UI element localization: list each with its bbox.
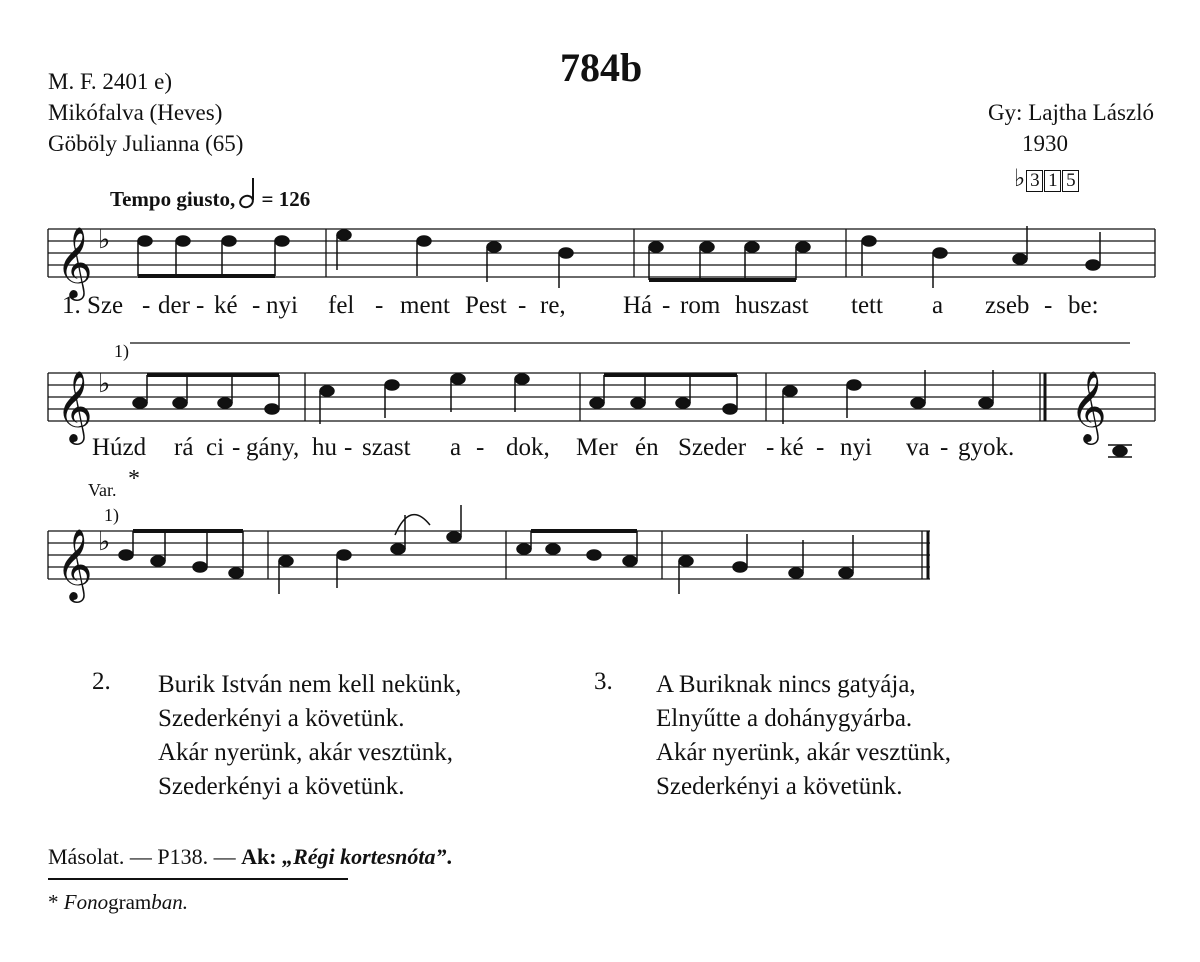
verse-line: Burik István nem kell nekünk, — [158, 671, 462, 698]
lyric-hyphen: - — [816, 434, 825, 461]
lyric-syllable: be: — [1068, 292, 1099, 319]
footnote-text-c: ban. — [151, 890, 188, 914]
lyric-syllable: ment — [400, 292, 450, 319]
staff-1 — [48, 229, 1155, 277]
flat-icon: ♭ — [98, 369, 111, 399]
lyric-syllable: a — [450, 434, 462, 461]
footnote — [48, 890, 188, 915]
divider — [48, 878, 348, 880]
lyric-hyphen: - — [196, 292, 205, 319]
flat-icon: ♭ — [98, 225, 111, 255]
verse-line: Szederkényi a követünk. — [158, 773, 405, 800]
song-number: 784b — [560, 45, 643, 90]
notes-3 — [119, 505, 853, 594]
asterisk: * — [128, 466, 140, 492]
lyric-hyphen: - — [375, 292, 384, 319]
verse-line: Szederkényi a követünk. — [158, 705, 405, 732]
footnote-star: * — [48, 890, 59, 914]
verse-line: Szederkényi a követünk. — [656, 773, 903, 800]
lyric-hyphen: - — [940, 434, 949, 461]
lyric-syllable: der — [158, 292, 190, 319]
treble-clef-icon: 𝄞 — [1070, 369, 1107, 442]
lyric-syllable: nyi — [840, 434, 872, 461]
clefs — [56, 225, 1107, 603]
notes-1 — [138, 226, 1100, 288]
lyric-syllable: zseb — [985, 292, 1030, 319]
tempo-value: = 126 — [261, 187, 311, 211]
lyric-syllable: gány, — [246, 434, 300, 461]
verse-number: 2. — [92, 668, 111, 695]
lyric-syllable: fel — [328, 292, 355, 319]
lyric-hyphen: - — [252, 292, 261, 319]
song-title: „Régi kortesnóta” — [282, 844, 447, 869]
lyric-hyphen: - — [766, 434, 775, 461]
lyric-syllable: hu — [312, 434, 337, 461]
variant-label: Var. — [88, 480, 117, 500]
source-end: . — [446, 844, 452, 869]
lyric-syllable: nyi — [266, 292, 298, 319]
lyric-syllable: Pest — [465, 292, 507, 319]
tempo-text: Tempo giusto, — [110, 187, 236, 211]
lyric-hyphen: - — [142, 292, 151, 319]
lyric-syllable: huszast — [735, 292, 809, 319]
cadence-box-1: 3 — [1026, 170, 1043, 192]
verse-2 — [158, 668, 461, 804]
footnote-mark: 1) — [104, 505, 119, 525]
source-note — [48, 844, 452, 870]
footnote-mark: 1) — [114, 341, 129, 361]
performer: Göböly Julianna (65) — [48, 131, 244, 156]
source-prefix: Másolat. — P138. — — [48, 844, 242, 869]
staff-2 — [48, 343, 1155, 421]
lyric-syllable: ci — [206, 434, 225, 461]
verse-line: Akár nyerünk, akár vesztünk, — [158, 739, 454, 766]
ak-label: Ak: — [241, 844, 277, 869]
lyric-hyphen: - — [518, 292, 527, 319]
lyric-syllable: Há — [623, 292, 653, 319]
footnote-text-a: Fono — [63, 890, 109, 914]
collector: Gy: Lajtha László — [987, 100, 1154, 125]
treble-clef-icon: 𝄞 — [56, 225, 93, 298]
cadence-box-3: 5 — [1062, 170, 1079, 192]
verse-number: 3. — [594, 668, 613, 695]
lyric-hyphen: - — [1044, 292, 1053, 319]
verse-line: Akár nyerünk, akár vesztünk, — [656, 739, 952, 766]
lyric-hyphen: - — [232, 434, 241, 461]
lyric-syllable: rom — [680, 292, 721, 319]
lyric-syllable: ké — [214, 292, 238, 319]
flat-icon: ♭ — [1014, 166, 1026, 192]
lyric-syllable: rá — [174, 434, 194, 461]
lyric-syllable: tett — [851, 292, 883, 319]
lyric-syllable: Mer — [576, 434, 618, 461]
lyric-syllable: a — [932, 292, 944, 319]
village: Mikófalva (Heves) — [48, 100, 223, 125]
lyric-syllable: re, — [540, 292, 566, 319]
lyric-syllable: dok, — [506, 434, 550, 461]
treble-clef-icon: 𝄞 — [56, 369, 93, 442]
footnote-text-b: gram — [108, 890, 152, 914]
lyric-hyphen: - — [476, 434, 485, 461]
lyric-hyphen: - — [344, 434, 353, 461]
verse-line: Elnyűtte a dohánygyárba. — [656, 705, 913, 732]
treble-clef-icon: 𝄞 — [56, 527, 93, 600]
cadence-box-2: 1 — [1044, 170, 1061, 192]
lyric-syllable: én — [635, 434, 659, 461]
year: 1930 — [1022, 131, 1068, 156]
lyric-syllable: Szeder — [678, 434, 747, 461]
verse-3 — [656, 668, 951, 804]
verse-line: A Buriknak nincs gatyája, — [656, 671, 916, 698]
archive-id: M. F. 2401 e) — [48, 69, 173, 94]
lyric-syllable: ké — [780, 434, 804, 461]
lyric-syllable: Húzd — [92, 434, 147, 461]
flat-icon: ♭ — [98, 527, 111, 557]
lyric-syllable: 1. Sze — [62, 292, 124, 319]
lyric-syllable: va — [906, 434, 930, 461]
lyric-syllable: gyok. — [958, 434, 1015, 461]
lyric-hyphen: - — [662, 292, 671, 319]
lyric-syllable: szast — [362, 434, 411, 461]
